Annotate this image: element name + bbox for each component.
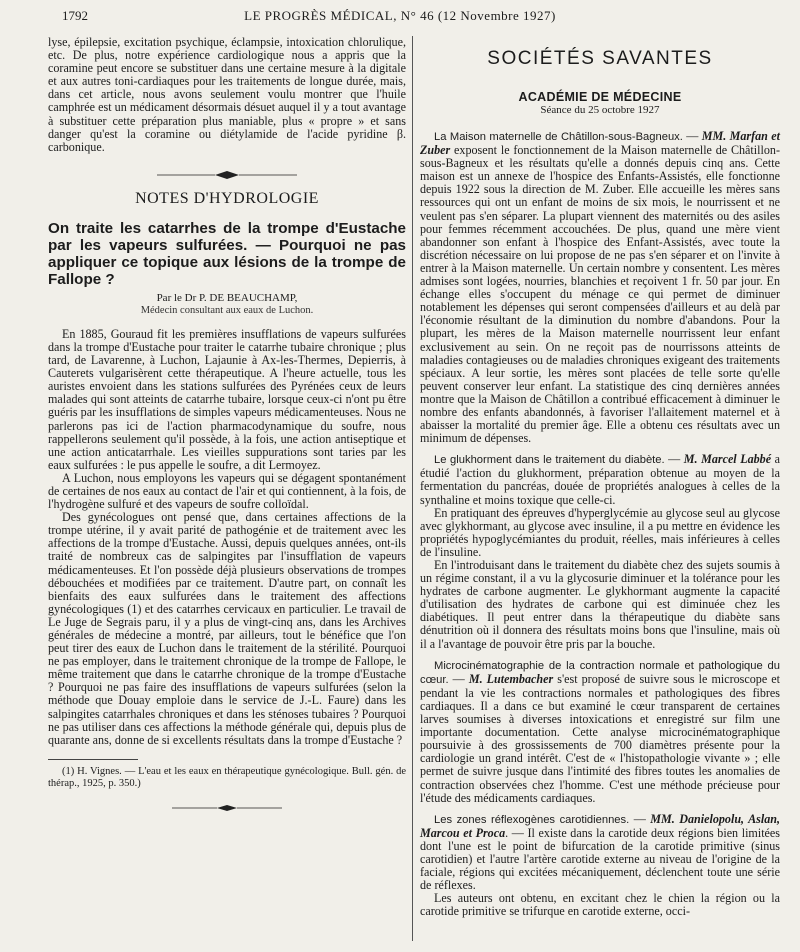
footnote: (1) H. Vignes. — L'eau et les eaux en thérapeutique gynécologique. Bull. gén. de thérap., 1925, p. 350.) [48, 765, 406, 789]
report-item: Les zones réflexogènes carotidiennes. — MM. Danielopolu, Aslan, Marcou et Proca. — Il existe dans la carotide deux régions bien limitées dont l'une est le point de bifurcation de la carotide primitive (sinus carotidien) et l'autre l'artère carotide externe au niveau de l'origine de la faciale, régions qui excitées mécaniquement, déclenchent toute une série de réflexes. [420, 811, 781, 893]
right-column [420, 36, 780, 918]
running-title: LE PROGRÈS MÉDICAL, N° 46 (12 Novembre 1927) [244, 8, 556, 23]
article-paragraph: Des gynécologues ont pensé que, dans certaines affections de la trompe utérine, il y avait parité de pathogénie et de traitement avec les affections de la trompe d'Eustache. Aussi, depuis quelques années, ont-ils traité de nombreux cas de salpingites par l'insufflation de vapeurs médicamenteuses. Et l'on possède déjà plusieurs observations de trompes débouchées et modifiées par ce traitement. D'autre part, on connaît les bienfaits des eaux sulfurées dans le traitement des affections gynécologiques (1) et des catarrhes cervicaux en particulier. Le travail de Le Juge de Segrais paru, il y a plus de vingt-cinq ans, dans les Archives générales de médecine a montré, par ailleurs, tout le bénéfice que l'on peut tirer des eaux de Luchon dans le traitement de la stérilité. Pourquoi ne pas employer, dans le traitement chronique de la trompe de Fallope, le même traitement que dans le catarrhe chronique de la trompe d'Eustache ? Pourquoi ne pas faire des insufflations de vapeurs sulfurées (selon la méthode que Douay emploie dans le service de J.-L. Faure) dans les salpingites catarrhales chroniques et dans les sténoses tubaires ? Pourquoi ne pas utiliser dans ces affections la méthode générale qui, depuis plus de quarante ans, donne de si excellents résultats dans la trompe d'Eustache ? [48, 510, 406, 747]
item-rubric: Microcinématographie de la contraction normale et pathologique du cœur. [420, 659, 780, 686]
article-paragraph: A Luchon, nous employons les vapeurs qui se dégagent spontanément de certaines de nos eaux au contact de l'air et qui contiennent, à la fois, de l'hydrogène sulfuré et des vapeurs de soufre colloïdal. [48, 470, 406, 512]
item-rubric: Les zones réflexogènes carotidiennes. [434, 813, 630, 826]
academy-title: ACADÉMIE DE MÉDECINE [518, 90, 682, 104]
item-authors: MM. Marfan et Zuber [420, 129, 780, 158]
report-item: La Maison maternelle de Châtillon-sous-Bagneux. — MM. Marfan et Zuber exposent le fonctionnement de la Maison maternelle de Châtillon-sous-Bagneux et les résultats qu'elle a donnés depuis cinq ans. Cette maison est un annexe de l'hospice des Enfants-Assistés, elle fonctionne depuis 1922 sous la direction de M. Zuber. Elle accueille les mères sans ressources qui ont un enfant de moins de six mois, le nourrissent et ne veulent pas s'en séparer. La plupart viennent des maternités ou des asiles pour femmes récemment accouchées. De plus, quand une mère vient abandonner son enfant à l'hospice des Enfant-Assistés, avec toute la discrétion nécessaire on lui propose de ne pas s'en séparer et on l'invite à entrer à la Maison maternelle. Un certain nombre y consentent. Les mères admises sont logées, nourries, blanchies et reçoivent 1 fr. 50 par jour. En échange elles s'occupent du ménage ce qui permet de diminuer notablement les dépenses qui seront compensées d'ailleurs et au delà par l'économie résultant de la diminution du nombre d'abandons. Pour la plupart, les mères de la Maison maternelle nourrissent leur enfant exclusivement au sein. On ne reçoit pas de nourrissons atteints de maladies contagieuses ou de maladies chroniques exigeant des traitements spéciaux. A leur sortie, les mères sont placées de telle sorte qu'elle peuvent conserver leur enfant. La statistique des cinq dernières années montre que la Maison de Châtillon a contribué efficacement à diminuer le nombre des enfants abandonnés, à favoriser l'allaitement maternel et à abaisser la mortalité du premier âge. Elle a obtenu ces résultats avec un minimum de dépenses. [420, 129, 780, 446]
section-title-hydrologie: NOTES D'HYDROLOGIE [135, 189, 319, 207]
report-item: Microcinématographie de la contraction normale et pathologique du cœur. — M. Lutembacher s'est proposé de suivre sous le microscope et pendant la vie les contractions normales et pathologiques des fibres cardiaques. Il a dans ce but examiné le cœur transparent de certaines larves soumises à diverses intoxications et enregistré sur film une importante documentation. Cette analyse microcinématographique poursuivie à des grossissements de 700 diamètres présente pour la cardiologie un grand intérêt. C'est de « l'histopathologie vivante » ; elle permet de suivre jusque dans l'intimité des fibres toutes les anomalies de contraction observées chez l'homme. C'est une méthode précieuse pour l'étude des médicaments cardiaques. [420, 659, 781, 805]
page-number: 1792 [62, 8, 88, 23]
item-authors: M. Lutembacher [468, 671, 554, 686]
item-authors: M. Marcel Labbé [683, 452, 772, 467]
item-rubric: Le glukhorment dans le traitement du diabète. [434, 454, 665, 467]
item-authors: MM. Danielopolu, Aslan, Marcou et Proca [420, 811, 781, 840]
report-item: Le glukhorment dans le traitement du diabète. — M. Marcel Labbé a étudié l'action du glukhorment, préparation obtenue au moyen de la fermentation du pancréas, douée de propriétés analogues à celles de la synthaline et moins toxique que celle-ci. [420, 452, 780, 507]
report-paragraph: Les auteurs ont obtenu, en excitant chez le chien la région ou la carotide primitive se trifurque en carotide externe, occi- [420, 891, 780, 919]
item-text: s'est proposé de suivre sous le microscope et pendant la vie les contractions normales et pathologiques des fibres cardiaques. Il a dans ce but examiné le cœur transparent de certaines larves soumises à diverses intoxications et enregistré sur film une importante documentation. Cette analyse microcinématographique poursuivie à des grossissements de 700 diamètres présente pour la cardiologie un grand intérêt. C'est de « l'histopathologie vivante » ; elle permet de suivre jusque dans l'intimité des fibres toutes les anomalies de contraction observées chez l'homme. C'est une méthode précieuse pour l'étude des médicaments cardiaques. [420, 671, 781, 805]
column-divider [412, 36, 413, 941]
ornament-divider-bottom [172, 802, 282, 814]
article-paragraph: En 1885, Gouraud fit les premières insufflations de vapeurs sulfurées dans la trompe d'Eustache pour traiter le catarrhe tubaire chronique ; plus tard, de Lavarenne, à Luchon, Lajaunie à Ax-les-Thermes, Depierris, à Cauterets vulgarisèrent cette thérapeutique. A l'heure actuelle, tous les auristes envoient dans les stations sulfurées des Pyrénées ceux de leurs malades qui sont atteints de catarrhe tubaire, lorsque ceux-ci n'ont pu être guéris par les insufflations de simples vapeurs médicamenteuses. Nous ne parlerons pas ici de l'action pharmacodynamique du soufre, nous rappellerons seulement qu'il possède, à la fois, une action antiseptique et une action anticatarrhale. Les vieilles suppurations sont taries par les eaux sulfurées : le pus appelle le soufre, a dit Lermoyez. [48, 326, 406, 472]
item-text: . — Il existe dans la carotide deux régions bien limitées dont l'une est le point de bifurcation de la carotide primitive (sinus carotidien) et l'autre l'artère carotide externe au niveau de l'origine de la faciale, régions qui excitées mécaniquement, déclenchent toute une série de réflexes. [420, 825, 780, 893]
article-title: On traite les catarrhes de la trompe d'Eustache par les vapeurs sulfurées. — Pourquoi ne pas appliquer ce topique aux lésions de la trompe de Fallope ? [48, 219, 406, 288]
byline: Par le Dr P. DE BEAUCHAMP, [156, 291, 298, 304]
item-text: a étudié l'action du glukhorment, préparation obtenue au moyen de la fermentation du pancréas, douée de propriétés analogues à celles de la synthaline et moins toxique que celle-ci. [420, 452, 780, 507]
byline-role: Médecin consultant aux eaux de Luchon. [140, 304, 314, 316]
intro-paragraph: lyse, épilepsie, excitation psychique, éclampsie, intoxication chlorulique, etc. De plus, notre expérience cardiologique nous a appris que la coramine peut encore se substituer dans une certaine mesure à la digitale et aux autres toni-cardiaques pour les traitements de longue durée, mais, dans cet article, nous avons seulement voulu montrer que l'huile camphrée est un médicament désormais désuet auquel il y a tout avantage à substituer cette préparation plus maniable, plus « propre » et sans danger qu'est la coramine ou diétylamide de l'acide pyridine β. carbonique. [48, 35, 406, 154]
item-text: exposent le fonctionnement de la Maison maternelle de Châtillon-sous-Bagneux et les résultats qu'elle a donnés depuis cinq ans. Cette maison est un annexe de l'hospice des Enfants-Assistés, elle fonctionne depuis 1922 sous la direction de M. Zuber. Elle accueille les mères sans ressources qui ont un enfant de moins de six mois, le nourrissent et ne veulent pas s'en séparer. La plupart viennent des maternités ou des asiles pour femmes récemment accouchées. De plus, quand une mère vient abandonner son enfant à l'hospice des Enfant-Assistés, avec toute la discrétion nécessaire on lui propose de ne pas s'en séparer et on l'invite à entrer à la Maison maternelle. Un certain nombre y consentent. Les mères admises sont logées, nourries, blanchies et reçoivent 1 fr. 50 par jour. En échange elles s'occupent du ménage ce qui permet de diminuer notablement les dépenses qui seront compensées d'ailleurs et au delà par l'économie résultant de la diminution du nombre d'abandons. Pour la plupart, les mères de la Maison maternelle nourrissent leur enfant exclusivement au sein. On ne reçoit pas de nourrissons atteints de maladies contagieuses ou de maladies chroniques exigeant des traitements spéciaux. A leur sortie, les mères sont placées de telle sorte qu'elle peuvent conserver leur enfant. La statistique des cinq dernières années montre que la Maison de Châtillon a contribué efficacement à diminuer le nombre des enfants abandonnés, à favoriser l'allaitement maternel et à abaisser la mortalité du premier âge. Elle a obtenu ces résultats avec un minimum de dépenses. [420, 143, 780, 446]
section-title-societes: SOCIÉTÉS SAVANTES [487, 48, 713, 69]
session-date: Séance du 25 octobre 1927 [540, 104, 660, 116]
footnote-rule [48, 759, 138, 760]
ornament-divider [157, 168, 297, 182]
item-rubric: La Maison maternelle de Châtillon-sous-Bagneux. [434, 131, 683, 143]
running-header [0, 6, 800, 28]
report-paragraph: En pratiquant des épreuves d'hyperglycémie au glycose seul au glycose avec glykhormant, au glycose avec insuline, il a pu mettre en évidence les propriétés hypoglycémiantes du produit, réelles, mais inférieures à celles de l'insuline. [420, 505, 780, 559]
left-column [48, 36, 406, 814]
report-paragraph: En l'introduisant dans le traitement du diabète chez des sujets soumis à un régime constant, il a vu la glycosurie diminuer et la tolérance pour les hydrates de carbone augmenter. Le glykhormant augmente la capacité d'utilisation des hydrates de carbone qui est diminuée chez les diabétiques. Il peut entrer dans la thérapeutique du diabète sans dénutrition où il donnera des résultats moins bons que l'insuline, mais où il a l'avantage de pouvoir être pris par la bouche. [420, 558, 780, 651]
